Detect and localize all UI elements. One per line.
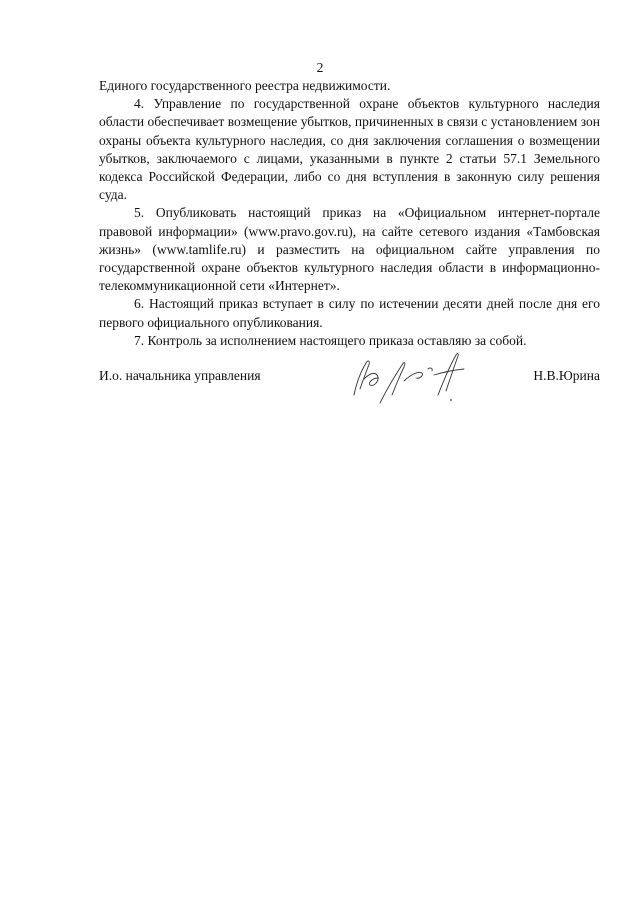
signature-dot: [450, 399, 452, 401]
signature-stroke-1: [354, 361, 369, 395]
signatory-title: И.о. начальника управления: [99, 368, 261, 383]
signature-stroke-2: [364, 373, 378, 385]
signature-stroke-6: [438, 354, 458, 395]
signature-stroke-5: [428, 368, 432, 371]
signature-stroke-4: [404, 372, 423, 381]
signature-stroke-3: [380, 363, 405, 403]
document-body: [99, 77, 600, 350]
paragraph-item-5: 5. Опубликовать настоящий приказ на «Официальном интернет-портале правовой информации» (www.pravo.gov.ru), на сайте сетевого издания «Тамбовская жизнь» (www.tamlife.ru) и разместить на официальном сайте управления по государственной охране объектов культурного наследия области в информационно-телекоммуникационной сети «Интернет».: [99, 205, 600, 294]
paragraph-item-7: 7. Контроль за исполнением настоящего приказа оставляю за собой.: [134, 332, 527, 348]
paragraph-item-6: 6. Настоящий приказ вступает в силу по истечении десяти дней после дня его первого официального опубликования.: [99, 296, 600, 330]
signatory-name: Н.В.Юрина: [533, 368, 600, 383]
paragraph-item-4: 4. Управление по государственной охране объектов культурного наследия области обеспечивает возмещение убытков, причиненных в связи с установлением зон охраны объекта культурного наследия, со дня заключения соглашения о возмещении убытков, заключаемого с лицами, указанными в пункте 2 статьи 57.1 Земельного кодекса Российской Федерации, либо со дня вступления в законную силу решения суда.: [99, 96, 600, 203]
page-number: 2: [316, 60, 324, 75]
handwritten-signature: [340, 345, 470, 405]
paragraph-continuation: Единого государственного реестра недвижимости.: [99, 78, 391, 93]
signature-stroke-7: [434, 369, 464, 375]
